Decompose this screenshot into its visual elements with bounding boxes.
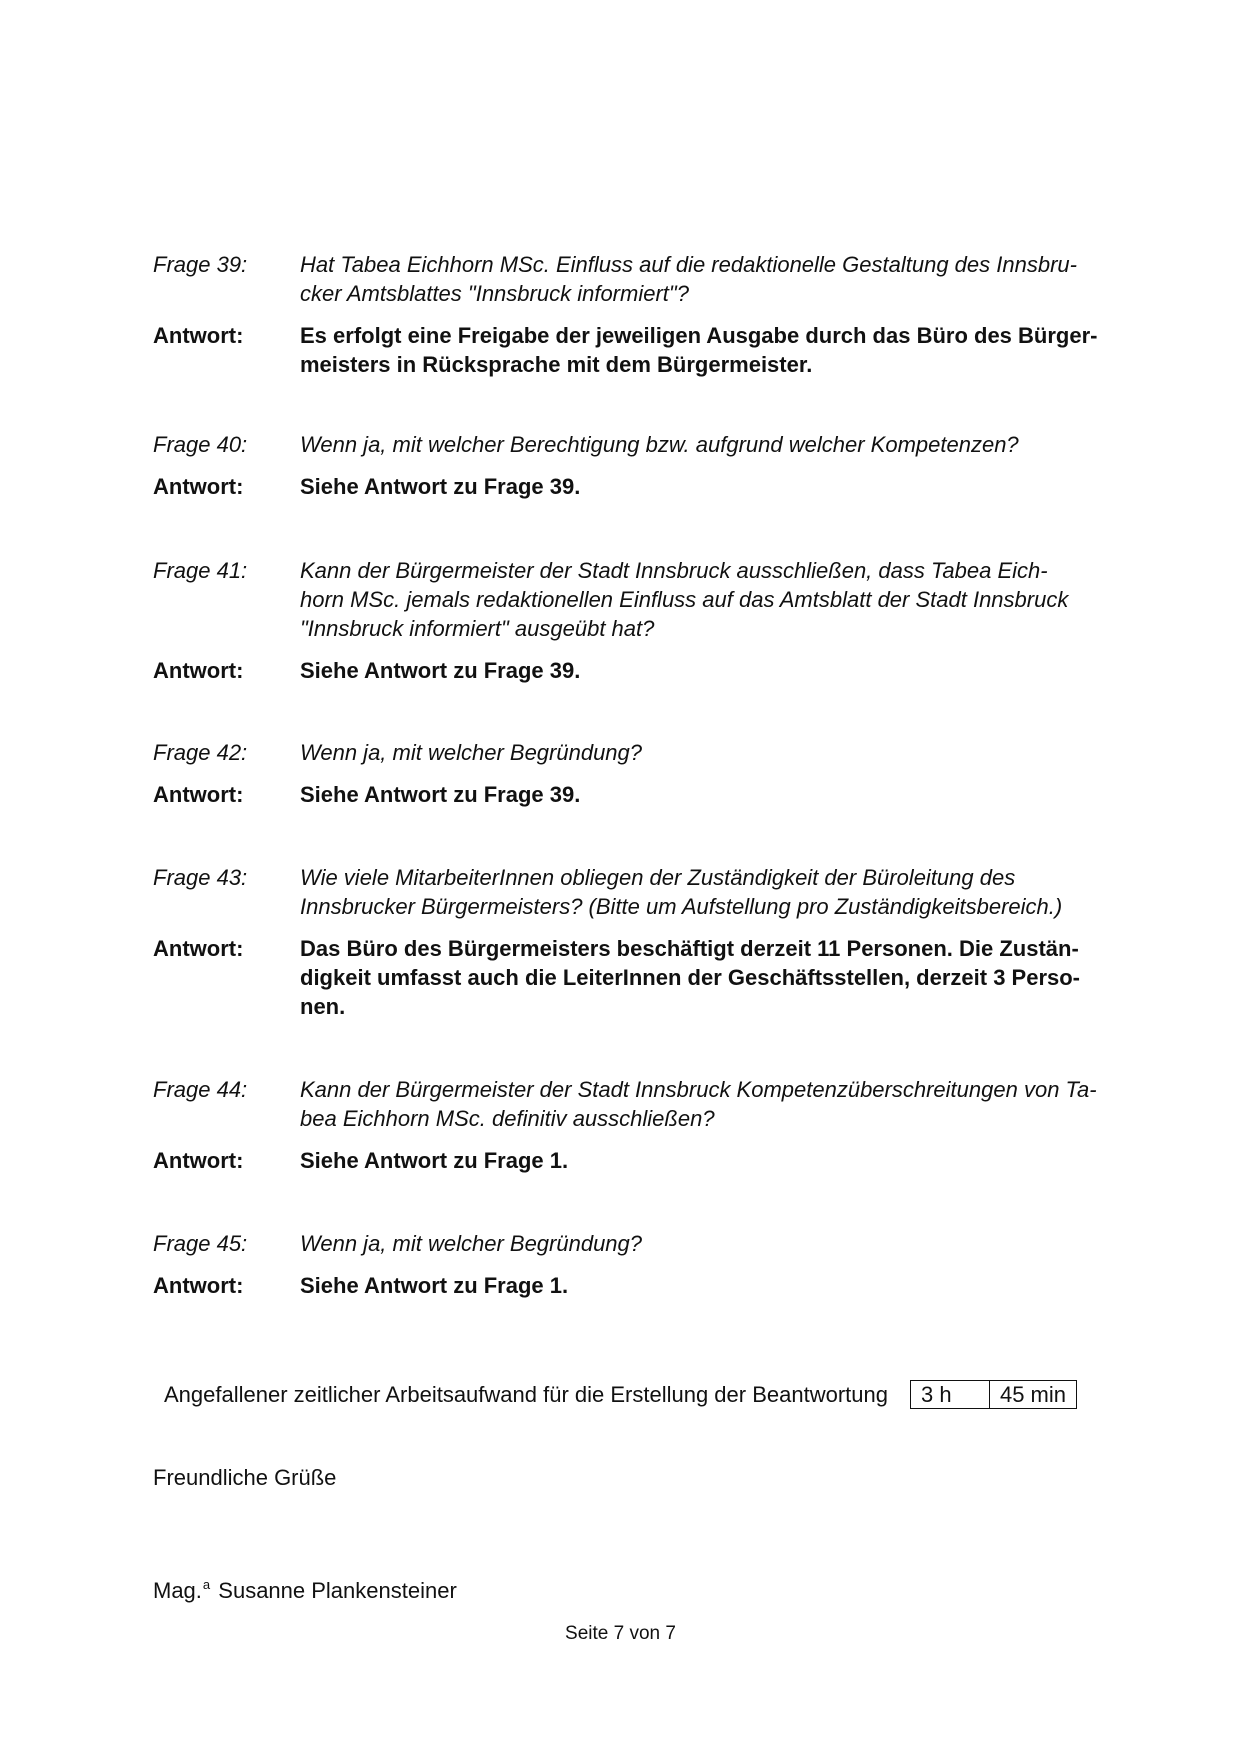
question-text: Wie viele MitarbeiterInnen obliegen der Zuständigkeit der Büroleitung des Innsbrucker Bürgermeisters? (Bitte um Aufstellung pro Zuständigkeitsbereich.) xyxy=(300,865,1063,919)
qa-block-44 xyxy=(153,1075,1143,1175)
question-label: Frage 45: xyxy=(153,1231,248,1256)
answer-text: Siehe Antwort zu Frage 39. xyxy=(300,658,581,683)
work-effort-minutes: 45 min xyxy=(999,1382,1066,1407)
answer-row xyxy=(153,934,1143,1021)
answer-label: Antwort: xyxy=(153,1148,244,1173)
answer-label: Antwort: xyxy=(153,782,244,807)
answer-text: Siehe Antwort zu Frage 1. xyxy=(300,1273,569,1298)
answer-label: Antwort: xyxy=(153,323,244,348)
answer-row xyxy=(153,1271,1143,1300)
question-label: Frage 42: xyxy=(153,740,248,765)
signature-name: Susanne Plankensteiner xyxy=(218,1578,457,1603)
answer-label: Antwort: xyxy=(153,658,244,683)
answer-text: Das Büro des Bürgermeisters beschäftigt derzeit 11 Personen. Die Zustän- digkeit umfasst auch die LeiterInnen der Geschäftsstellen, derzeit 3 Perso- nen. xyxy=(300,936,1081,1019)
question-row xyxy=(153,863,1143,921)
answer-row xyxy=(153,472,1143,501)
question-label: Frage 43: xyxy=(153,865,248,890)
question-text: Wenn ja, mit welcher Berechtigung bzw. aufgrund welcher Kompetenzen? xyxy=(300,432,1019,457)
question-row xyxy=(153,738,1143,767)
work-effort-label: Angefallener zeitlicher Arbeitsaufwand für die Erstellung der Beantwortung xyxy=(164,1381,888,1407)
question-text: Wenn ja, mit welcher Begründung? xyxy=(300,1231,643,1256)
question-row xyxy=(153,556,1143,643)
question-row xyxy=(153,1075,1143,1133)
question-text: Hat Tabea Eichhorn MSc. Einfluss auf die redaktionelle Gestaltung des Innsbru- cker Amtsblattes "Innsbruck informiert"? xyxy=(300,252,1077,306)
answer-text: Siehe Antwort zu Frage 39. xyxy=(300,474,581,499)
signature-title-superscript: a xyxy=(202,1577,211,1592)
answer-text: Siehe Antwort zu Frage 39. xyxy=(300,782,581,807)
question-label: Frage 39: xyxy=(153,252,248,277)
answer-text: Siehe Antwort zu Frage 1. xyxy=(300,1148,569,1173)
question-label: Frage 40: xyxy=(153,432,248,457)
answer-label: Antwort: xyxy=(153,936,244,961)
qa-block-40 xyxy=(153,430,1143,501)
question-row xyxy=(153,250,1143,308)
signature xyxy=(153,1577,457,1604)
answer-row xyxy=(153,656,1143,685)
answer-row xyxy=(153,321,1143,379)
qa-block-43 xyxy=(153,863,1143,1021)
work-effort-box xyxy=(910,1380,1077,1409)
question-row xyxy=(153,1229,1143,1258)
signature-title: Mag. xyxy=(153,1578,202,1603)
question-text: Wenn ja, mit welcher Begründung? xyxy=(300,740,643,765)
question-label: Frage 44: xyxy=(153,1077,248,1102)
answer-text: Es erfolgt eine Freigabe der jeweiligen Ausgabe durch das Büro des Bürger- meisters in Rücksprache mit dem Bürgermeister. xyxy=(300,323,1098,377)
closing-greeting: Freundliche Grüße xyxy=(153,1465,337,1490)
question-row xyxy=(153,430,1143,459)
question-text: Kann der Bürgermeister der Stadt Innsbruck Kompetenzüberschreitungen von Ta- bea Eichhorn MSc. definitiv ausschließen? xyxy=(300,1077,1097,1131)
answer-label: Antwort: xyxy=(153,1273,244,1298)
answer-row xyxy=(153,1146,1143,1175)
work-effort-hours: 3 h xyxy=(911,1381,990,1408)
qa-block-45 xyxy=(153,1229,1143,1300)
qa-block-42 xyxy=(153,738,1143,809)
work-effort xyxy=(164,1380,1077,1409)
question-label: Frage 41: xyxy=(153,558,248,583)
answer-row xyxy=(153,780,1143,809)
page-number-footer: Seite 7 von 7 xyxy=(565,1623,676,1644)
qa-block-39 xyxy=(153,250,1143,379)
question-text: Kann der Bürgermeister der Stadt Innsbruck ausschließen, dass Tabea Eich- horn MSc. jemals redaktionellen Einfluss auf das Amtsblatt der Stadt Innsbruck "Innsbruck informiert" ausgeübt hat? xyxy=(300,558,1069,641)
answer-label: Antwort: xyxy=(153,474,244,499)
qa-block-41 xyxy=(153,556,1143,685)
